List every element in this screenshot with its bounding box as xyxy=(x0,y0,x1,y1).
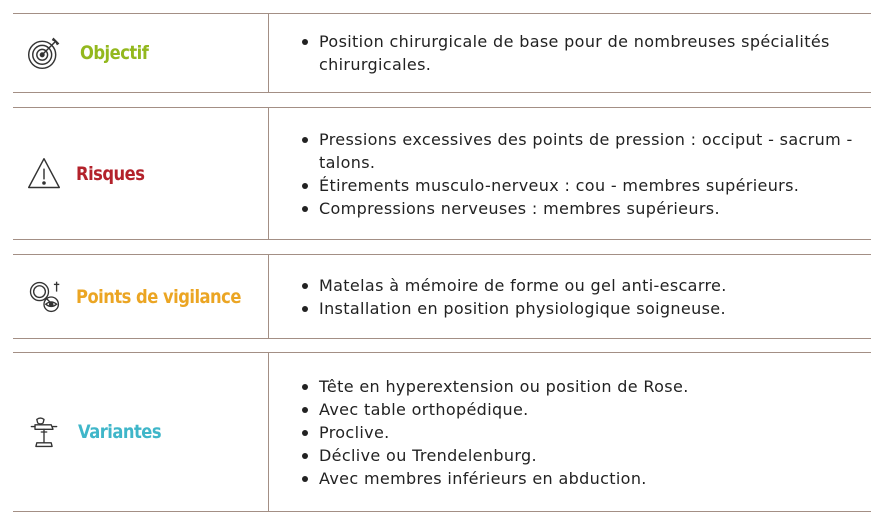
operating-table-icon xyxy=(26,414,62,450)
list-item: Position chirurgicale de base pour de nombreuses spécialités chirurgicales. xyxy=(301,30,871,76)
section-body xyxy=(269,255,871,338)
magnifier-eye-icon xyxy=(26,279,62,315)
item-list xyxy=(301,274,727,320)
list-item: Matelas à mémoire de forme ou gel anti-escarre. xyxy=(301,274,727,297)
item-list xyxy=(301,128,871,220)
section-objectif xyxy=(13,13,871,93)
section-body xyxy=(269,353,871,511)
section-title-vigilance: Points de vigilance xyxy=(76,285,241,308)
list-item: Déclive ou Trendelenburg. xyxy=(301,444,689,467)
section-title-variantes: Variantes xyxy=(78,421,162,443)
section-title-risques: Risques xyxy=(76,162,145,185)
list-item: Tête en hyperextension ou position de Rose. xyxy=(301,375,689,398)
target-icon xyxy=(26,35,62,71)
list-item: Étirements musculo-nerveux : cou - membres supérieurs. xyxy=(301,174,871,197)
section-risques xyxy=(13,107,871,240)
section-header xyxy=(13,14,269,92)
list-item: Avec membres inférieurs en abduction. xyxy=(301,467,689,490)
section-body xyxy=(269,14,871,92)
list-item: Compressions nerveuses : membres supérieurs. xyxy=(301,197,871,220)
list-item: Pressions excessives des points de pression : occiput - sacrum - talons. xyxy=(301,128,871,174)
section-header xyxy=(13,353,269,511)
item-list xyxy=(301,375,689,490)
section-body xyxy=(269,108,871,239)
section-header xyxy=(13,108,269,239)
list-item: Installation en position physiologique soigneuse. xyxy=(301,297,727,320)
section-variantes xyxy=(13,352,871,512)
section-title-objectif: Objectif xyxy=(80,42,149,64)
item-list xyxy=(301,30,871,76)
section-vigilance xyxy=(13,254,871,339)
warning-icon xyxy=(26,156,62,192)
list-item: Avec table orthopédique. xyxy=(301,398,689,421)
section-header xyxy=(13,255,269,338)
list-item: Proclive. xyxy=(301,421,689,444)
